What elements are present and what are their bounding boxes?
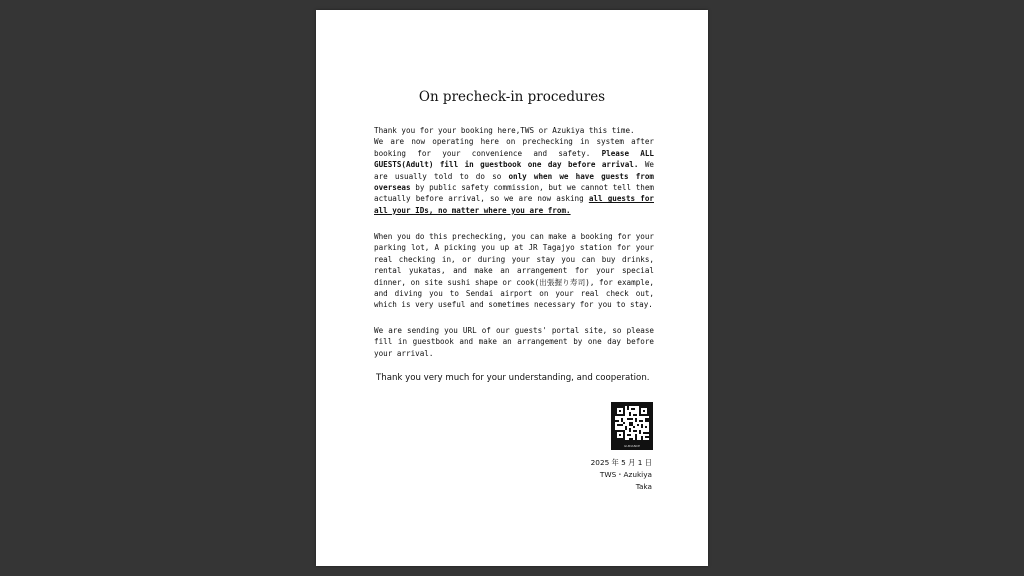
intro-underlined-ids: all guests for all your IDs, no matter where you are from. <box>374 194 654 215</box>
intro-greeting: Thank you for your booking here,TWS or Azukiya this time. <box>374 126 635 135</box>
intro-bold-request: Please ALL GUESTS(Adult) fill in guestbook one day before arrival. <box>374 148 655 170</box>
document-page <box>316 10 708 566</box>
signature-block <box>591 457 652 494</box>
services-paragraph: When you do this prechecking, you can make a booking for your parking lot, A picking you up at JR Tagajyo station for your real checking in, or during your stay you can buy drinks, rental yukatas, and make an arrangement for your special dinner, on site sushi shape or cook(出張握り寿司), for example, and diving you to Sendai airport on your real check out, which is very useful and sometimes necessary for you to stay. <box>374 232 654 310</box>
portal-paragraph: We are sending you URL of our guests' portal site, so please fill in guestbook and make an arrangement by one day before your arrival. <box>374 326 654 358</box>
intro-text-1: We are now operating here on prechecking in system after booking for your convenience and safety. <box>374 137 654 158</box>
intro-text-2: We are usually told to do so <box>374 160 655 181</box>
signature-org: TWS・Azukiya <box>599 470 652 480</box>
signature-name: Taka <box>635 482 652 492</box>
signature-date: 2025 年 5 月 1 日 <box>590 458 652 467</box>
qr-caption: GUIDANCE <box>624 444 640 448</box>
qr-code-icon <box>611 402 653 444</box>
thanks-line: Thank you very much for your understanding, and cooperation. <box>376 373 650 383</box>
qr-code[interactable] <box>611 402 653 450</box>
intro-bold-overseas: only when we have guests from overseas <box>374 171 654 193</box>
document-title: On precheck-in procedures <box>418 89 606 105</box>
intro-paragraph <box>374 125 654 216</box>
intro-text-3: by public safety commission, but we cannot tell them actually before arrival, so we are now asking <box>374 183 654 204</box>
